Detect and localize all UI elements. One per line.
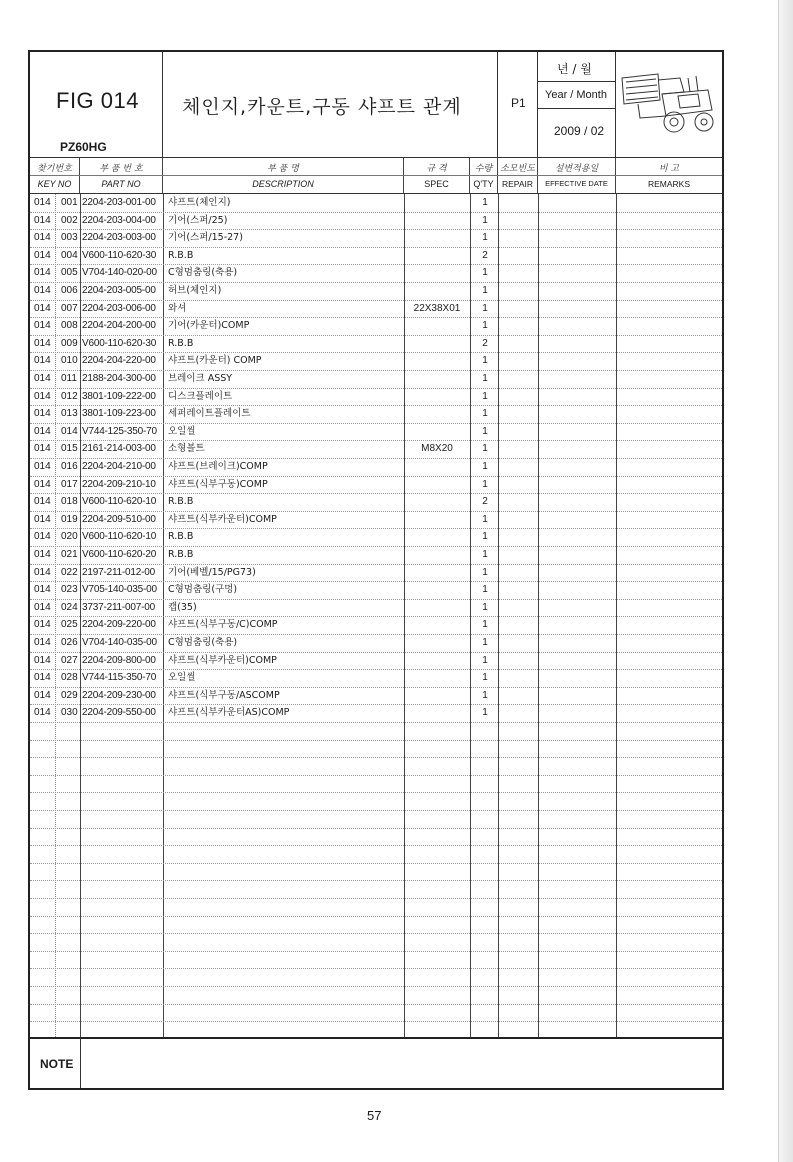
part-description: 샤프트(식부구동/C)COMP xyxy=(168,619,278,631)
part-quantity: 2 xyxy=(482,337,488,349)
part-description: 허브(체인지) xyxy=(168,285,222,296)
table-row xyxy=(30,704,722,722)
part-description: C형멈춤링(구멍) xyxy=(168,584,238,596)
part-quantity: 1 xyxy=(482,707,488,719)
col-head-qty: 수량 Q'TY xyxy=(470,158,498,194)
col-head-desc: 부 품 명 DESCRIPTION xyxy=(163,158,404,194)
key-no-item: 016 xyxy=(61,461,78,472)
table-row xyxy=(30,564,722,582)
part-quantity: 1 xyxy=(482,654,488,666)
part-number: V600-110-620-10 xyxy=(82,496,157,508)
key-no-item: 006 xyxy=(61,285,78,296)
part-number: 2204-209-550-00 xyxy=(82,707,156,719)
part-description: R.B.B xyxy=(168,531,194,543)
row-rule xyxy=(30,863,722,864)
key-no-group: 014 xyxy=(34,672,51,684)
part-spec: M8X20 xyxy=(421,443,453,455)
part-number: V600-110-620-10 xyxy=(82,531,157,543)
year-month-ko: 년 / 월 xyxy=(557,62,592,76)
key-no-group: 014 xyxy=(34,425,51,437)
part-description: 기어(스퍼/15-27) xyxy=(168,232,243,244)
page-title: 체인지,카운트,구동 샤프트 관계 xyxy=(182,96,462,118)
part-quantity: 1 xyxy=(482,232,488,244)
part-quantity: 1 xyxy=(482,355,488,367)
table-row xyxy=(30,423,722,441)
key-no-item: 003 xyxy=(61,232,78,244)
key-no-item: 002 xyxy=(61,214,78,226)
key-no-item: 015 xyxy=(61,443,78,455)
part-quantity: 1 xyxy=(482,425,488,437)
table-row xyxy=(30,194,722,212)
part-description: C형멈춤링(축용) xyxy=(168,267,238,279)
part-quantity: 1 xyxy=(482,549,488,560)
key-no-item: 017 xyxy=(61,478,78,490)
part-description: 기어(스퍼/25) xyxy=(168,214,228,226)
key-no-item: 023 xyxy=(61,584,78,596)
part-quantity: 1 xyxy=(482,214,488,226)
row-rule xyxy=(30,880,722,881)
part-number: 2197-211-012-00 xyxy=(82,566,155,578)
part-number: 2204-203-001-00 xyxy=(82,197,156,208)
key-no-item: 012 xyxy=(61,390,78,402)
note-divider xyxy=(30,1037,722,1039)
key-no-group: 014 xyxy=(34,549,51,560)
part-description: 디스크플레이트 xyxy=(168,390,233,402)
part-description: 샤프트(체인지) xyxy=(168,197,231,208)
part-description: 샤프트(브레이크)COMP xyxy=(168,461,268,472)
key-no-group: 014 xyxy=(34,285,51,296)
row-rule xyxy=(30,951,722,952)
part-number: V600-110-620-20 xyxy=(82,549,157,560)
key-no-item: 009 xyxy=(61,337,78,349)
part-number: 2204-209-220-00 xyxy=(82,619,156,631)
row-rule xyxy=(30,968,722,969)
page-code: P1 xyxy=(511,96,526,110)
part-quantity: 1 xyxy=(482,637,488,648)
part-quantity: 1 xyxy=(482,408,488,420)
key-no-group: 014 xyxy=(34,566,51,578)
fig-number: FIG 014 xyxy=(56,88,139,113)
col-head-effective-date: 설변적용일 EFFECTIVE DATE xyxy=(538,158,616,194)
part-number: 2204-204-220-00 xyxy=(82,355,156,367)
note-label-divider xyxy=(80,1037,81,1088)
row-rule xyxy=(30,740,722,741)
key-no-group: 014 xyxy=(34,601,51,613)
part-number: 2204-209-510-00 xyxy=(82,513,156,525)
row-rule xyxy=(30,828,722,829)
key-no-item: 028 xyxy=(61,672,78,684)
table-row xyxy=(30,546,722,564)
table-row xyxy=(30,669,722,687)
column-head-divider xyxy=(30,175,722,176)
part-number: 2188-204-300-00 xyxy=(82,373,156,384)
key-no-item: 014 xyxy=(61,425,78,437)
col-head-repair: 소모빈도 REPAIR xyxy=(498,158,538,194)
part-number: 3801-109-223-00 xyxy=(82,408,156,420)
part-number: V704-140-035-00 xyxy=(82,637,157,648)
part-number: 2204-203-005-00 xyxy=(82,285,156,296)
parts-list-sheet xyxy=(28,50,724,1090)
key-no-group: 014 xyxy=(34,496,51,508)
part-quantity: 1 xyxy=(482,373,488,384)
part-description: 기어(카운터)COMP xyxy=(168,320,250,332)
row-rule xyxy=(30,986,722,987)
key-no-item: 027 xyxy=(61,654,78,666)
part-number: V744-125-350-70 xyxy=(82,425,157,437)
row-rule xyxy=(30,845,722,846)
table-row xyxy=(30,212,722,230)
part-number: 2204-209-230-00 xyxy=(82,689,156,701)
key-no-group: 014 xyxy=(34,408,51,420)
key-no-group: 014 xyxy=(34,302,51,314)
key-no-item: 029 xyxy=(61,689,78,701)
row-rule xyxy=(30,792,722,793)
part-description: 캡(35) xyxy=(168,601,197,613)
part-number: 2204-209-800-00 xyxy=(82,654,156,666)
key-no-item: 021 xyxy=(61,549,78,560)
part-description: 오일씰 xyxy=(168,672,196,684)
part-number: 2204-203-003-00 xyxy=(82,232,156,244)
key-no-item: 001 xyxy=(61,197,78,208)
key-no-item: 013 xyxy=(61,408,78,420)
key-no-group: 014 xyxy=(34,637,51,648)
table-row xyxy=(30,440,722,458)
key-no-item: 022 xyxy=(61,566,78,578)
part-description: R.B.B xyxy=(168,249,194,261)
table-row xyxy=(30,247,722,265)
part-description: 와셔 xyxy=(168,302,187,314)
model-name: PZ60HG xyxy=(60,140,107,154)
key-no-group: 014 xyxy=(34,197,51,208)
key-no-item: 005 xyxy=(61,267,78,279)
key-no-item: 008 xyxy=(61,320,78,332)
key-no-item: 011 xyxy=(61,373,77,384)
part-number: V600-110-620-30 xyxy=(82,249,157,261)
part-quantity: 1 xyxy=(482,285,488,296)
date-divider-2 xyxy=(538,108,616,109)
date-value: 2009 / 02 xyxy=(554,124,605,138)
table-row xyxy=(30,264,722,282)
key-no-item: 024 xyxy=(61,601,78,613)
part-quantity: 1 xyxy=(482,302,488,314)
key-no-group: 014 xyxy=(34,337,51,349)
key-no-group: 014 xyxy=(34,214,51,226)
key-no-group: 014 xyxy=(34,707,51,719)
part-number: 2161-214-003-00 xyxy=(82,443,156,455)
table-row xyxy=(30,335,722,353)
part-quantity: 1 xyxy=(482,619,488,631)
part-quantity: 1 xyxy=(482,478,488,490)
part-quantity: 1 xyxy=(482,584,488,596)
part-quantity: 1 xyxy=(482,689,488,701)
part-description: 샤프트(카운터) COMP xyxy=(168,355,262,367)
row-rule xyxy=(30,933,722,934)
part-number: 2204-203-004-00 xyxy=(82,214,156,226)
part-spec: 22X38X01 xyxy=(413,302,461,314)
key-no-group: 014 xyxy=(34,584,51,596)
key-no-item: 020 xyxy=(61,531,78,543)
table-row xyxy=(30,388,722,406)
key-no-item: 004 xyxy=(61,249,78,261)
part-number: 2204-204-200-00 xyxy=(82,320,156,332)
key-no-group: 014 xyxy=(34,320,51,332)
part-quantity: 2 xyxy=(482,249,488,261)
key-no-group: 014 xyxy=(34,654,51,666)
table-row xyxy=(30,370,722,388)
page-edge xyxy=(778,0,793,1162)
part-description: R.B.B xyxy=(168,549,194,560)
key-no-group: 014 xyxy=(34,619,51,631)
page-number: 57 xyxy=(367,1108,382,1123)
key-no-group: 014 xyxy=(34,461,51,472)
key-no-item: 007 xyxy=(61,302,78,314)
part-description: 샤프트(식부구동)COMP xyxy=(168,478,268,490)
key-no-group: 014 xyxy=(34,232,51,244)
table-row xyxy=(30,616,722,634)
part-number: V600-110-620-30 xyxy=(82,337,157,349)
part-quantity: 1 xyxy=(482,513,488,525)
part-quantity: 1 xyxy=(482,320,488,332)
part-number: 3801-109-222-00 xyxy=(82,390,156,402)
part-quantity: 1 xyxy=(482,443,488,455)
table-row xyxy=(30,458,722,476)
key-no-group: 014 xyxy=(34,267,51,279)
table-row xyxy=(30,405,722,423)
part-description: C형멈춤링(축용) xyxy=(168,637,238,648)
table-row xyxy=(30,581,722,599)
row-rule xyxy=(30,1021,722,1022)
part-description: 샤프트(식부카운터)COMP xyxy=(168,513,277,525)
part-quantity: 1 xyxy=(482,601,488,613)
part-quantity: 1 xyxy=(482,531,488,543)
part-description: 브레이크 ASSY xyxy=(168,373,233,384)
col-head-spec: 규 격 SPEC xyxy=(404,158,470,194)
key-no-group: 014 xyxy=(34,531,51,543)
part-quantity: 2 xyxy=(482,496,488,508)
row-rule xyxy=(30,757,722,758)
table-row xyxy=(30,652,722,670)
table-row xyxy=(30,528,722,546)
part-description: 소형볼트 xyxy=(168,443,205,455)
row-rule xyxy=(30,810,722,811)
part-number: V705-140-035-00 xyxy=(82,584,157,596)
col-head-key: 찾기번호 KEY NO xyxy=(30,158,80,194)
part-description: 세퍼레이트플레이트 xyxy=(168,408,251,420)
part-quantity: 1 xyxy=(482,197,488,208)
col-head-part: 부 품 번 호 PART NO xyxy=(80,158,163,194)
part-quantity: 1 xyxy=(482,267,488,279)
table-row xyxy=(30,634,722,652)
key-no-item: 019 xyxy=(61,513,78,525)
table-row xyxy=(30,352,722,370)
part-quantity: 1 xyxy=(482,461,488,472)
table-row xyxy=(30,229,722,247)
year-month-en: Year / Month xyxy=(545,89,607,101)
row-rule xyxy=(30,722,722,723)
table-row xyxy=(30,493,722,511)
key-no-group: 014 xyxy=(34,249,51,261)
key-no-group: 014 xyxy=(34,373,51,384)
part-description: 기어(베벨/15/PG73) xyxy=(168,566,256,578)
key-no-group: 014 xyxy=(34,355,51,367)
key-no-group: 014 xyxy=(34,443,51,455)
part-description: 샤프트(식부카운터AS)COMP xyxy=(168,707,290,719)
key-no-group: 014 xyxy=(34,513,51,525)
row-rule xyxy=(30,775,722,776)
row-rule xyxy=(30,916,722,917)
row-rule xyxy=(30,898,722,899)
table-row xyxy=(30,282,722,300)
table-row xyxy=(30,476,722,494)
part-number: 2204-204-210-00 xyxy=(82,461,156,472)
part-description: R.B.B xyxy=(168,496,194,508)
note-label: NOTE xyxy=(40,1057,74,1071)
table-row xyxy=(30,687,722,705)
part-number: 2204-203-006-00 xyxy=(82,302,156,314)
key-no-item: 010 xyxy=(61,355,78,367)
part-description: 오일씰 xyxy=(168,425,196,437)
part-number: V704-140-020-00 xyxy=(82,267,157,279)
key-no-group: 014 xyxy=(34,390,51,402)
col-head-remarks: 비 고 REMARKS xyxy=(647,164,691,189)
part-number: V744-115-350-70 xyxy=(82,672,157,684)
key-no-item: 026 xyxy=(61,637,78,648)
part-number: 2204-209-210-10 xyxy=(82,478,156,490)
key-no-item: 018 xyxy=(61,496,78,508)
key-no-item: 025 xyxy=(61,619,78,631)
key-no-item: 030 xyxy=(61,707,78,719)
part-description: 샤프트(식부구동/ASCOMP xyxy=(168,689,280,701)
row-rule xyxy=(30,1004,722,1005)
key-no-group: 014 xyxy=(34,478,51,490)
part-description: 샤프트(식부카운터)COMP xyxy=(168,654,277,666)
table-row xyxy=(30,300,722,318)
part-description: R.B.B xyxy=(168,337,194,349)
date-divider-1 xyxy=(538,81,616,82)
table-row xyxy=(30,317,722,335)
part-quantity: 1 xyxy=(482,672,488,684)
part-quantity: 1 xyxy=(482,566,488,578)
key-no-group: 014 xyxy=(34,689,51,701)
table-row xyxy=(30,599,722,617)
table-row xyxy=(30,511,722,529)
part-number: 3737-211-007-00 xyxy=(82,601,155,613)
machine-icon xyxy=(618,70,718,138)
part-quantity: 1 xyxy=(482,390,488,402)
